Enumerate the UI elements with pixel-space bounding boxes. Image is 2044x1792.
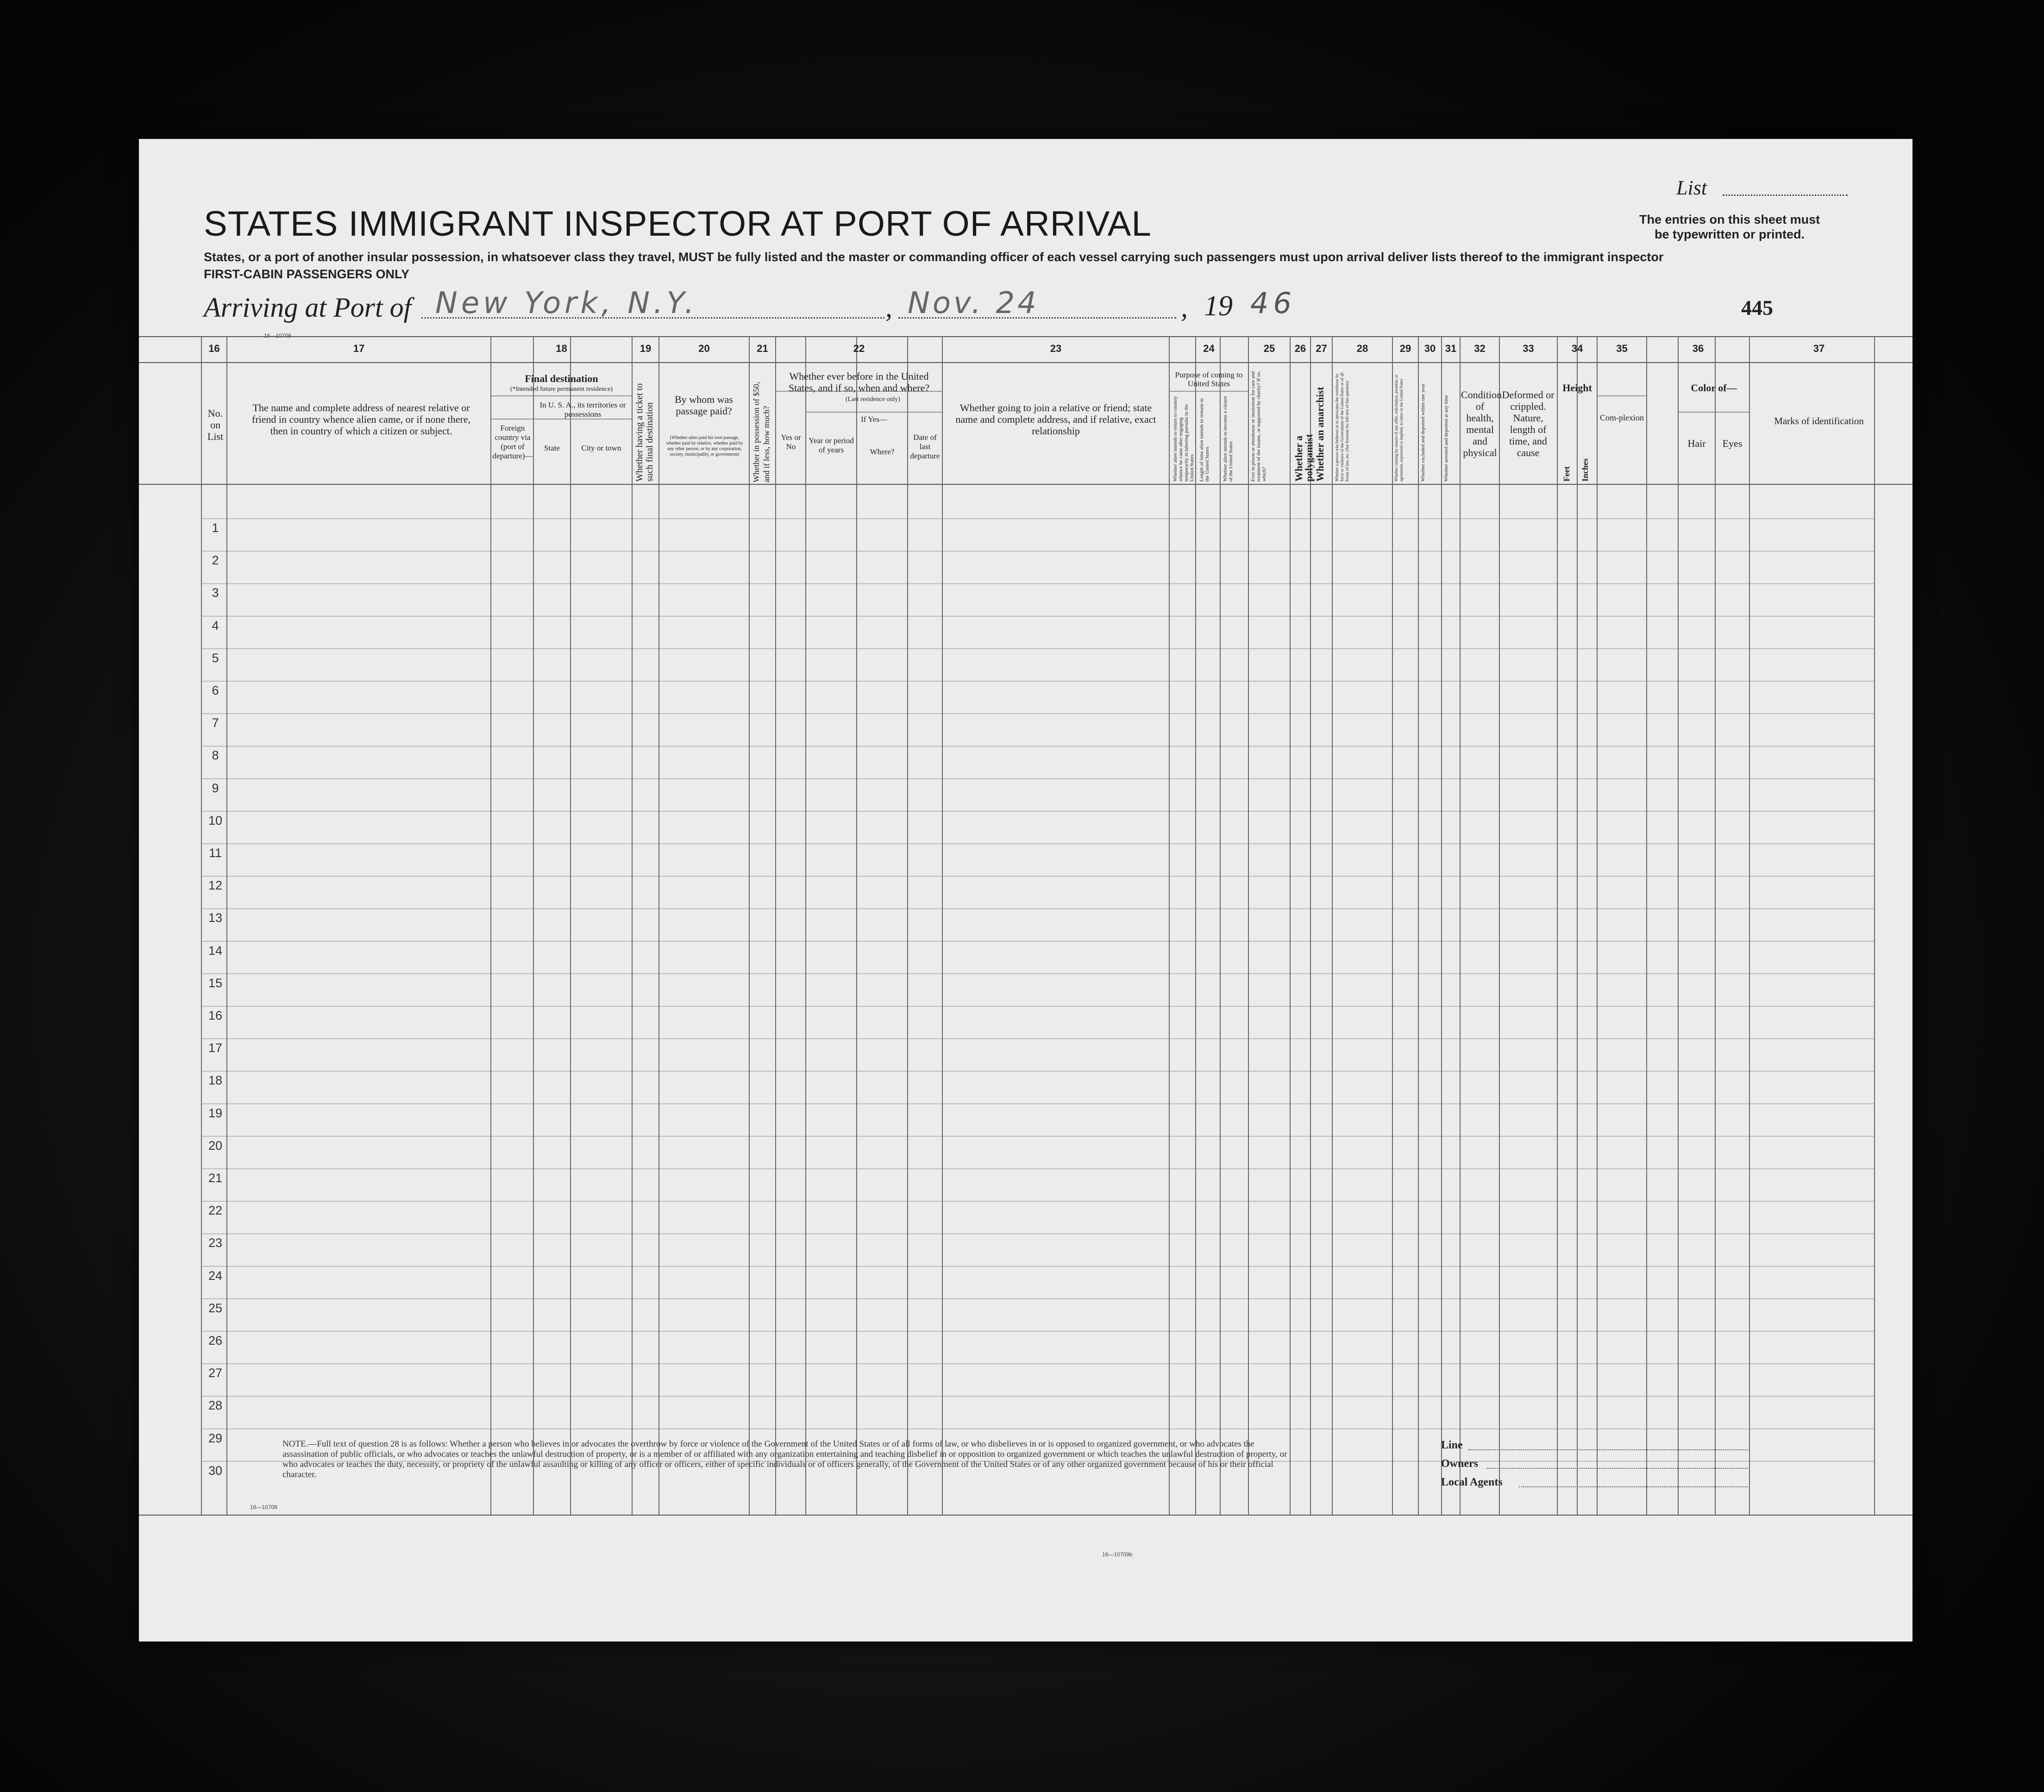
form-code-top: 16—10709 bbox=[264, 332, 291, 339]
col-28-number: 28 bbox=[1356, 343, 1368, 354]
owners-field bbox=[1486, 1468, 1748, 1469]
row-number: 27 bbox=[208, 1366, 223, 1380]
page-number: 445 bbox=[1741, 296, 1773, 320]
col-20-label: By whom was passage paid? bbox=[675, 394, 733, 417]
col-22-ifyes: If Yes— bbox=[861, 415, 887, 424]
col-22-sublabel: (Last residence only) bbox=[845, 396, 901, 403]
row-number: 26 bbox=[208, 1334, 223, 1347]
port-handwritten: New York, N.Y. bbox=[435, 286, 698, 320]
row-number: 21 bbox=[208, 1171, 223, 1185]
row-number: 24 bbox=[208, 1268, 223, 1283]
row-number: 4 bbox=[212, 618, 219, 633]
form-code-note: 16—10709b bbox=[1102, 1551, 1133, 1558]
col-19-label: Whether having a ticket to such final destination bbox=[634, 383, 655, 482]
col-33-label: Deformed or crippled. Nature, length of time, and cause bbox=[1502, 389, 1555, 458]
question-28-footnote: NOTE.—Full text of question 28 is as follows: Whether a person who believes in or advocates the overthrow by force or violence of the Government of the United States or of all forms of law, or who disbelieves in or is opposed to organized government, or who advocates the assassination of public officials, or who advocates or teaches the unlawful destruction of property, or is a member of or affiliated with any organization entertaining and teaching disbelief in or opposition to organized government or which teaches the unlawful destruction of property, or who advocates or teaches the duty, necessity, or propriety of the unlawful assaulting or killing of any officer or officers, either of specific individuals or of officers generally, of the Government of the United States or of any other organized government because of his or their official character. bbox=[282, 1439, 1287, 1479]
col-22-number: 22 bbox=[853, 343, 865, 354]
comma: , bbox=[885, 292, 892, 323]
col-35-number: 35 bbox=[1616, 343, 1628, 354]
col-36-label: Color of— bbox=[1691, 382, 1737, 394]
col-31-number: 31 bbox=[1445, 343, 1457, 354]
col-29-label: Whether coming by reason of any offer, solicitation, promise, or agreement, expressed or implied, to labor in the United States bbox=[1394, 374, 1404, 482]
list-label: List bbox=[1676, 176, 1707, 199]
row-number: 19 bbox=[208, 1106, 223, 1120]
row-number: 28 bbox=[208, 1398, 223, 1413]
col-24-citizen: Whether alien intends to become a citizen of the United States bbox=[1223, 396, 1234, 482]
manifest-sheet bbox=[139, 139, 1912, 1642]
form-intro: States, or a port of another insular possession, in whatsoever class they travel, MUST be fully listed and the master or commanding officer of each vessel carrying such passengers must upon arrival deliver lists thereof to the immigrant inspector bbox=[204, 250, 1664, 264]
col-18-foreign: Foreign country via (port of departure)— bbox=[492, 424, 533, 460]
row-number: 25 bbox=[208, 1301, 223, 1315]
local-agents-label: Local Agents bbox=[1441, 1476, 1503, 1488]
row-number: 15 bbox=[208, 976, 223, 990]
row-number: 6 bbox=[212, 683, 219, 697]
col-18-sublabel: (*Intended future permanent residence) bbox=[510, 386, 613, 393]
col-36-eyes: Eyes bbox=[1722, 438, 1743, 449]
col-24-number: 24 bbox=[1203, 343, 1215, 354]
col-18-usa: In U. S. A., its territories or possessions bbox=[539, 401, 626, 419]
row-number: 14 bbox=[208, 943, 223, 958]
row-number: 13 bbox=[208, 911, 223, 925]
col-23-number: 23 bbox=[1050, 343, 1062, 354]
col-22-date-departure: Date of last departure bbox=[910, 433, 940, 460]
line-label: Line bbox=[1441, 1439, 1463, 1451]
entries-note-line-2: be typewritten or printed. bbox=[1655, 227, 1805, 241]
col-31-label: Whether arrested and deported at any time bbox=[1443, 395, 1449, 482]
col-23-label: Whether going to join a relative or friend; state name and complete address, and if relative, exact relationship bbox=[955, 402, 1156, 437]
form-code-bottom: 16—10709 bbox=[250, 1504, 277, 1510]
row-number: 3 bbox=[212, 586, 219, 600]
col-21-number: 21 bbox=[757, 343, 768, 354]
col-25-number: 25 bbox=[1263, 343, 1275, 354]
col-17-label: The name and complete address of nearest relative or friend in country whence alien came, or if none there, then in country of which a citizen or subject. bbox=[251, 402, 471, 437]
col-34-label: Height bbox=[1562, 382, 1592, 394]
row-number: 16 bbox=[208, 1009, 223, 1022]
row-number: 11 bbox=[208, 846, 222, 860]
date-handwritten: Nov. 24 bbox=[908, 286, 1039, 320]
col-25-label: Ever in prison or almshouse or institution for care and treatment of the insane, or supported by charity? If so, which? bbox=[1250, 371, 1267, 482]
col-24-return: Whether alien intends to return to country whence he came after engaging temporarily in laboring pursuits in the United States bbox=[1172, 396, 1195, 482]
col-17-number: 17 bbox=[353, 343, 365, 354]
row-number: 12 bbox=[208, 878, 223, 893]
col-24-length: Length of time alien intends to remain in the United States bbox=[1199, 398, 1210, 482]
col-37-label: Marks of identification bbox=[1774, 415, 1864, 426]
col-27-label: Whether an anarchist bbox=[1314, 387, 1326, 482]
row-number: 7 bbox=[212, 716, 219, 730]
table-grid bbox=[139, 139, 1912, 1642]
row-number: 1 bbox=[212, 521, 219, 535]
col-37-number: 37 bbox=[1813, 343, 1825, 354]
col-35-label: Com-plexion bbox=[1600, 413, 1644, 422]
year-prefix: 19 bbox=[1204, 290, 1233, 322]
col-36-hair: Hair bbox=[1687, 438, 1706, 449]
passenger-class: FIRST-CABIN PASSENGERS ONLY bbox=[204, 267, 410, 281]
row-number: 17 bbox=[208, 1041, 223, 1055]
col-34-inches: Inches bbox=[1580, 458, 1590, 482]
col-16-number: 16 bbox=[208, 343, 220, 354]
col-27-number: 27 bbox=[1316, 343, 1327, 354]
col-22-years: Year or period of years bbox=[809, 436, 854, 454]
form-title: STATES IMMIGRANT INSPECTOR AT PORT OF ARRIVAL bbox=[204, 204, 1152, 244]
col-20-number: 20 bbox=[698, 343, 710, 354]
local-agents-field bbox=[1519, 1486, 1748, 1487]
col-19-number: 19 bbox=[640, 343, 652, 354]
col-22-where: Where? bbox=[870, 447, 895, 456]
col-26-number: 26 bbox=[1294, 343, 1306, 354]
col-22-label: Whether ever before in the United States, and if so, when and where? bbox=[788, 370, 930, 394]
row-number: 2 bbox=[212, 553, 219, 568]
comma: , bbox=[1181, 292, 1188, 323]
col-18-city: City or town bbox=[581, 444, 621, 452]
row-number: 9 bbox=[212, 781, 219, 795]
row-number: 20 bbox=[208, 1138, 223, 1153]
col-21-label: Whether in possession of $50, and if less, how much? bbox=[752, 382, 771, 482]
row-number: 5 bbox=[212, 651, 219, 665]
row-number: 10 bbox=[208, 813, 223, 827]
owners-label: Owners bbox=[1441, 1458, 1478, 1470]
row-number: 30 bbox=[208, 1463, 223, 1478]
col-30-label: Whether excluded and deported within one year bbox=[1420, 383, 1426, 482]
entries-note-line-1: The entries on this sheet must bbox=[1639, 213, 1820, 226]
col-20-note: (Whether alien paid his own passage, whether paid by relative, whether paid by any other person, or by any corporation, society, municipality, or government) bbox=[666, 435, 743, 457]
row-number: 8 bbox=[212, 748, 219, 763]
col-34-feet: Feet bbox=[1562, 466, 1571, 482]
col-29-number: 29 bbox=[1399, 343, 1411, 354]
col-30-number: 30 bbox=[1424, 343, 1436, 354]
col-26-label: Whether a polygamist bbox=[1293, 434, 1315, 482]
col-18-state: State bbox=[544, 444, 560, 452]
col-24-label: Purpose of coming to United States bbox=[1175, 370, 1243, 388]
col-18-number: 18 bbox=[556, 343, 567, 354]
row-number: 29 bbox=[208, 1431, 223, 1445]
row-number: 18 bbox=[208, 1073, 223, 1088]
row-number: 23 bbox=[208, 1236, 223, 1250]
col-34-number: 34 bbox=[1571, 343, 1583, 354]
year-handwritten: 46 bbox=[1250, 286, 1296, 320]
col-28-label: Whether a person who believes in or advocates the overthrow by force or violence of the Government of the United States or of all forms of law, etc. (See footnote for full text of this question) bbox=[1335, 372, 1349, 482]
row-number: 22 bbox=[208, 1203, 223, 1218]
col-16-label: No. on List bbox=[207, 407, 224, 442]
col-22-yesno: Yes or No bbox=[781, 433, 801, 451]
col-32-label: Condition of health, mental and physical bbox=[1461, 389, 1502, 458]
line-field bbox=[1468, 1449, 1748, 1450]
col-33-number: 33 bbox=[1523, 343, 1534, 354]
col-18-label: Final destination bbox=[525, 373, 598, 384]
arriving-label: Arriving at Port of bbox=[204, 292, 412, 323]
col-36-number: 36 bbox=[1692, 343, 1704, 354]
col-32-number: 32 bbox=[1474, 343, 1486, 354]
